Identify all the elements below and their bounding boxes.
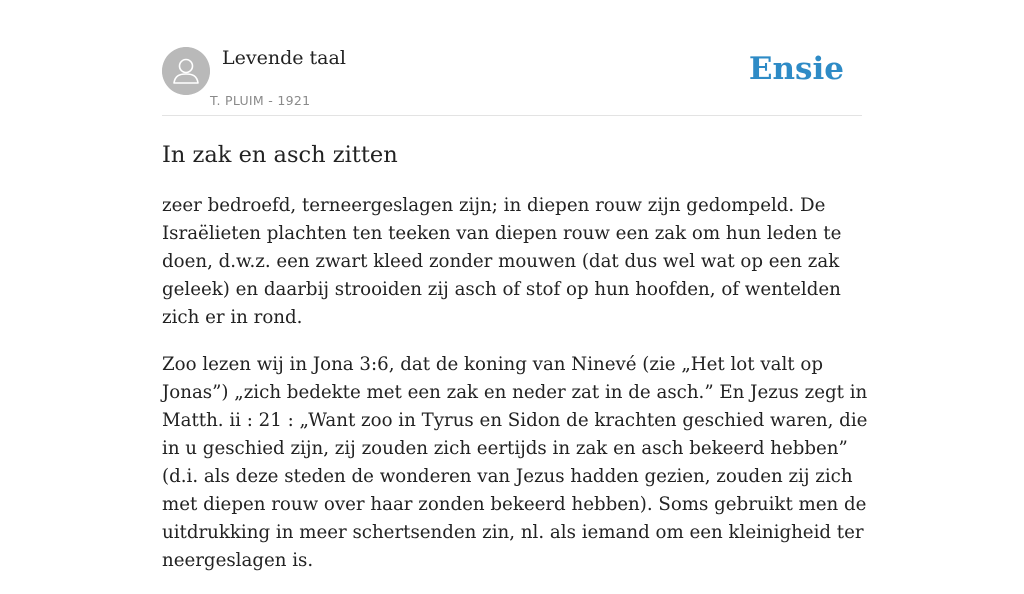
entry-body (162, 192, 868, 594)
page-container (162, 0, 868, 571)
author-year: T. PLUIM - 1921 (210, 93, 311, 108)
book-title[interactable]: Levende taal (222, 47, 346, 69)
user-placeholder-icon[interactable] (162, 47, 210, 95)
entry-paragraph-1: zeer bedroefd, terneergeslagen zijn; in diepen rouw zijn gedompeld. De Israëlieten plachten ten teeken van diepen rouw een zak om hun leden te doen, d.w.z. een zwart kleed zonder mouwen (dat dus wel wat op een zak geleek) en daarbij strooiden zij asch of stof op hun hoofden, of wentelden zich er in rond. (162, 195, 842, 328)
entry-title: In zak en asch zitten (162, 142, 398, 168)
source-header (162, 0, 862, 116)
brand-logo[interactable]: Ensie (748, 51, 844, 87)
entry-paragraph-2: Zoo lezen wij in Jona 3:6, dat de koning van Ninevé (zie „Het lot valt op Jonas”) „zich bedekte met een zak en neder zat in de asch.” En Jezus zegt in Matth. ii : 21 : „Want zoo in Tyrus en Sidon de krachten geschied waren, die in u geschied zijn, zij zouden zich eertijds in zak en asch bekeerd hebben” (d.i. als deze steden de wonderen van Jezus hadden gezien, zouden zij zich met diepen rouw over haar zonden bekeerd hebben). Soms gebruikt men de uitdrukking in meer schertsenden zin, nl. als iemand om een kleinigheid ter neergeslagen is. (162, 354, 868, 571)
